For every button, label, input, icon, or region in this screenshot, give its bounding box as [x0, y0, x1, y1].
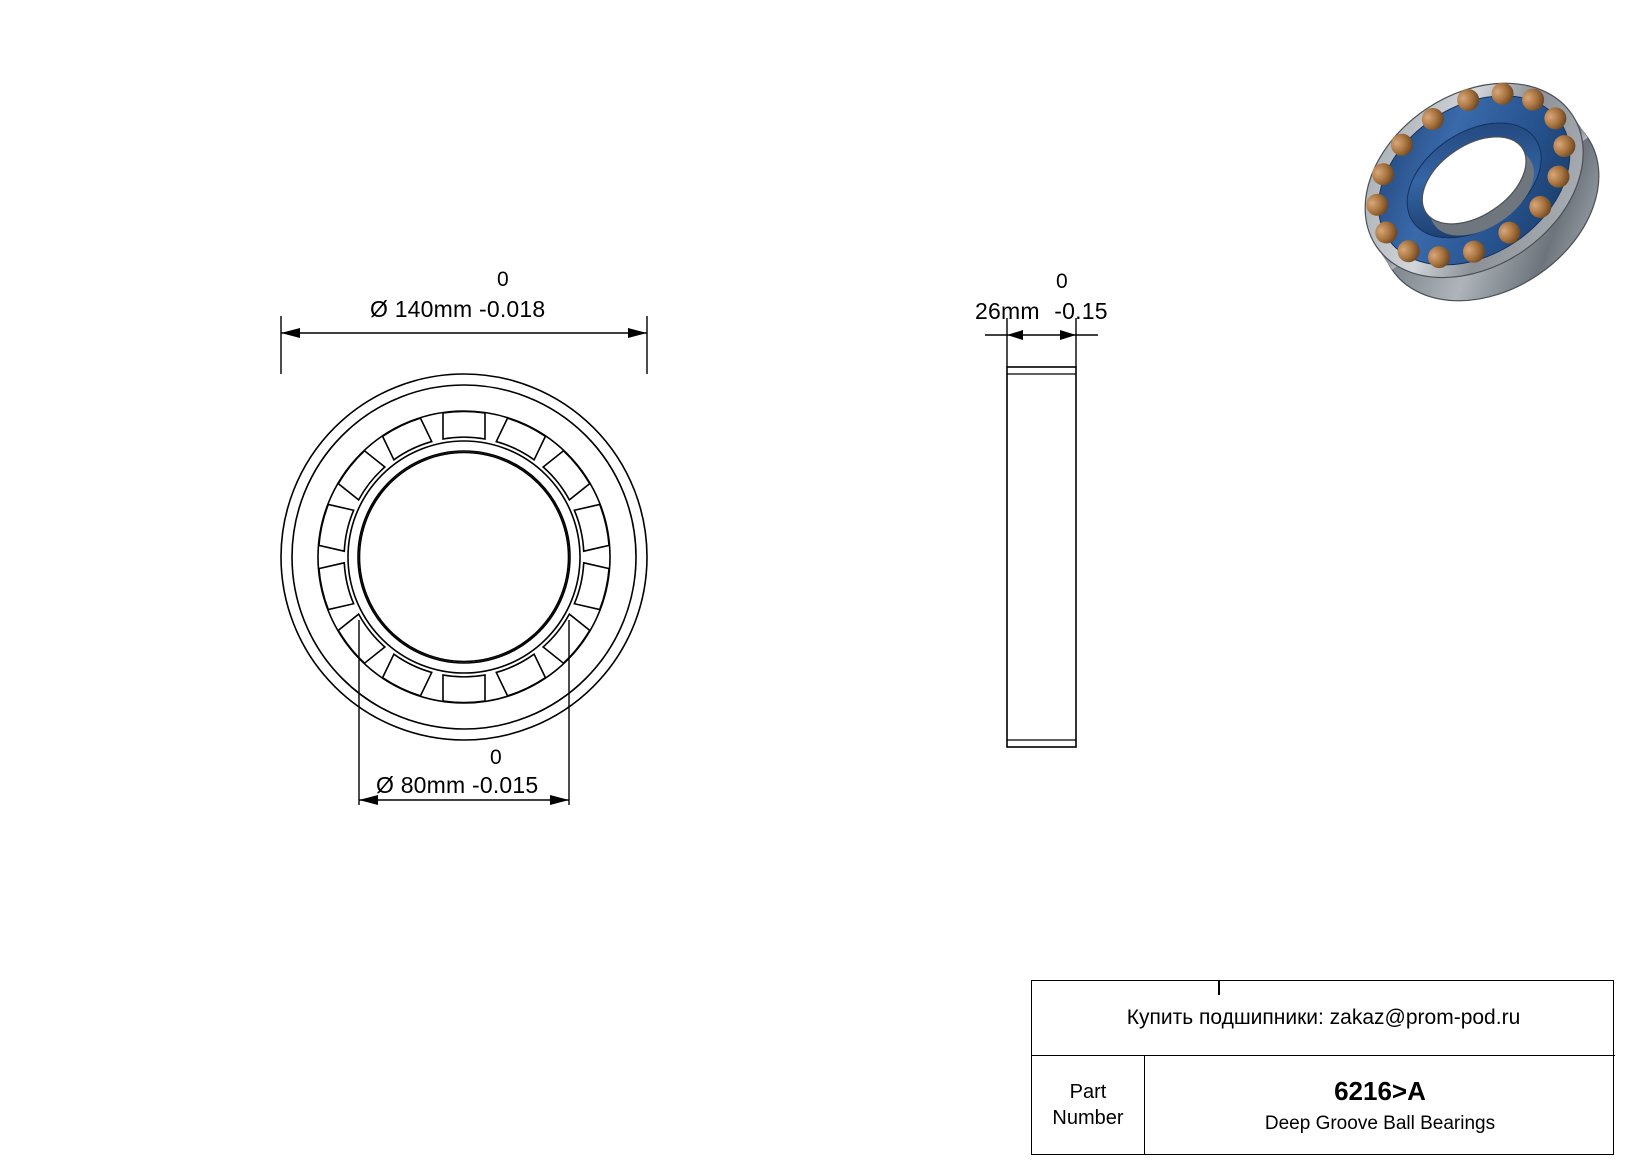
- width-dimension: [985, 318, 1098, 367]
- id-tolerance-upper: 0: [490, 746, 502, 769]
- id-tolerance-lower: -0.015: [471, 772, 539, 798]
- isometric-bearing-render: [1328, 43, 1635, 341]
- part-description: Deep Groove Ball Bearings: [1264, 1112, 1496, 1134]
- id-value: 80mm: [400, 772, 466, 798]
- front-view-balls: [317, 411, 610, 702]
- title-block: [1031, 980, 1614, 1155]
- outer-diameter-dimension: [281, 316, 647, 374]
- od-dimension-text: [370, 296, 545, 323]
- od-tolerance-upper: 0: [497, 268, 509, 291]
- od-value: 140mm: [394, 296, 473, 322]
- id-diameter-symbol: Ø: [376, 772, 395, 798]
- id-dimension-text: [376, 772, 538, 799]
- od-diameter-symbol: Ø: [370, 296, 389, 322]
- width-tolerance-lower: -0.15: [1054, 298, 1108, 324]
- width-value: 26mm: [975, 298, 1040, 324]
- part-number-value-cell: [1145, 1056, 1615, 1154]
- side-view-geometry: [1007, 367, 1076, 747]
- front-view-geometry: [281, 374, 647, 740]
- part-number-label-line1: Part: [1069, 1081, 1107, 1103]
- contact-email-text: Купить подшипники: zakaz@prom-pod.ru: [1126, 1006, 1521, 1029]
- title-block-part-row: [1032, 1056, 1615, 1154]
- od-tolerance-lower: -0.018: [478, 296, 546, 322]
- width-tolerance-upper: 0: [1056, 270, 1068, 293]
- part-number-label-line2: Number: [1052, 1107, 1124, 1129]
- title-block-contact-row: [1032, 981, 1615, 1056]
- part-number-label: [1032, 1056, 1145, 1154]
- part-number-value: 6216>A: [1334, 1075, 1426, 1106]
- width-dimension-text: [975, 298, 1108, 325]
